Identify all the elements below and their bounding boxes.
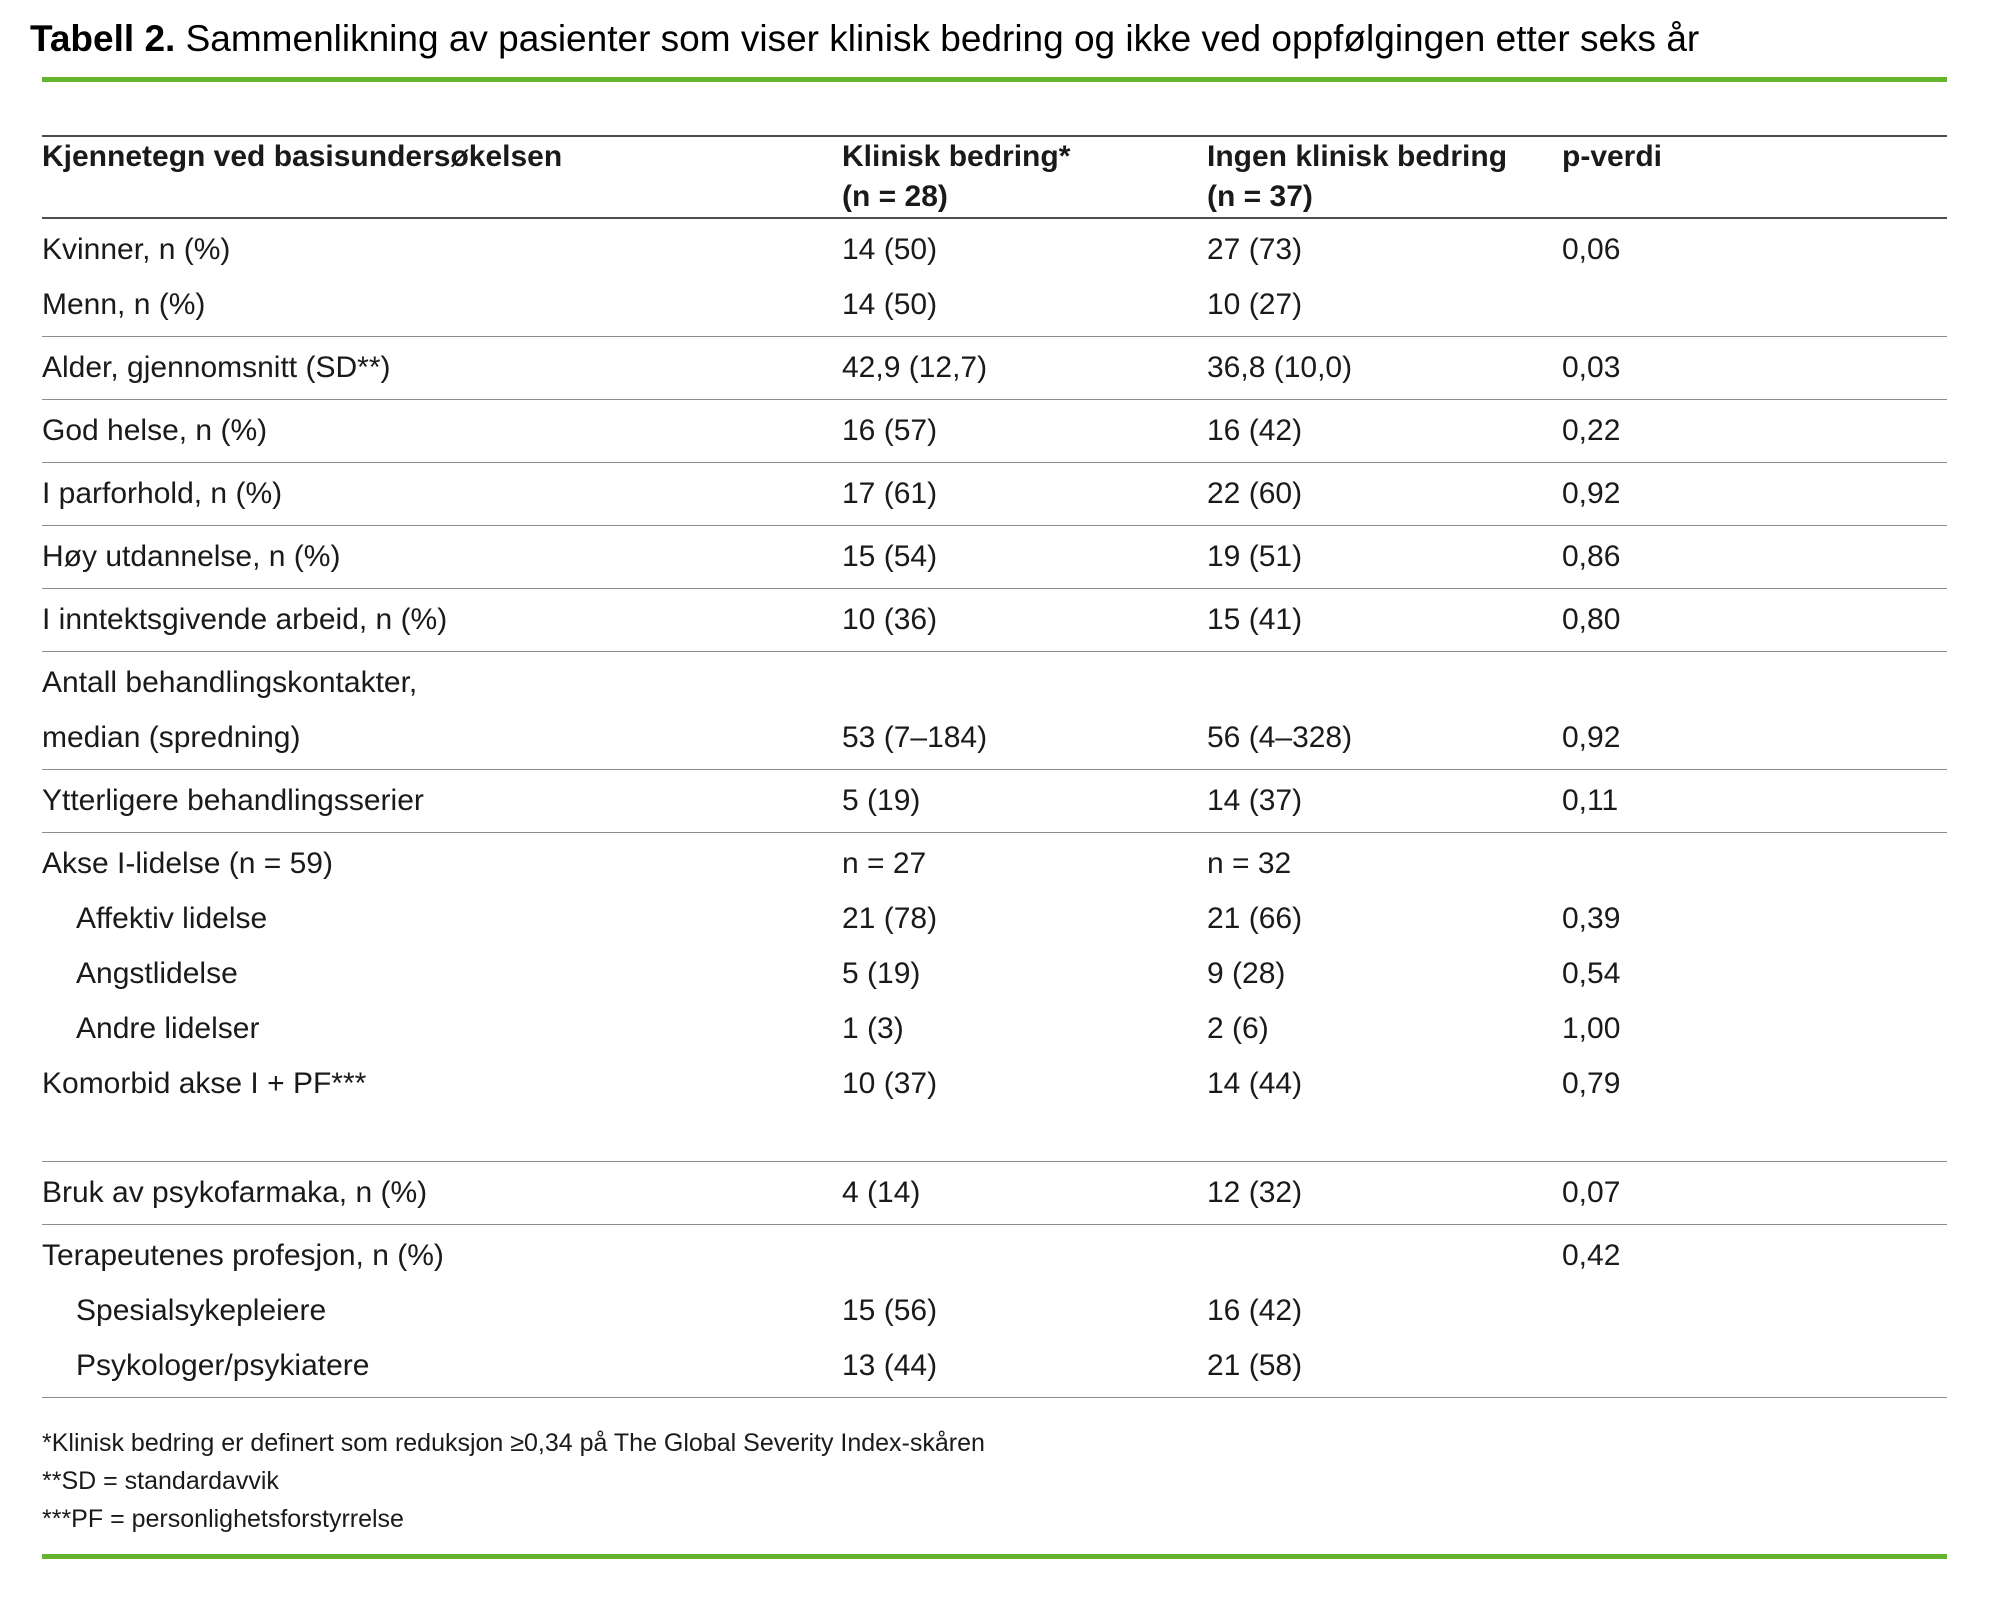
column-header-pvalue: [1562, 136, 1947, 218]
table-row: [42, 1283, 1947, 1338]
row-not-improved: 9 (28): [1207, 956, 1286, 990]
row-pvalue: 0,42: [1562, 1238, 1621, 1272]
row-improved: 21 (78): [842, 901, 938, 935]
row-pvalue: 0,07: [1562, 1161, 1947, 1224]
row-not-improved: 21 (58): [1207, 1338, 1562, 1398]
row-improved: 17 (61): [842, 462, 1207, 525]
table-group: [42, 336, 1947, 399]
row-not-improved: 16 (42): [1207, 1293, 1303, 1327]
table-caption: [30, 14, 1960, 63]
table-row: [42, 218, 1947, 277]
row-not-improved: 15 (41): [1207, 588, 1562, 651]
row-pvalue: [1562, 277, 1947, 337]
row-label: Høy utdannelse, n (%): [42, 525, 842, 588]
row-not-improved: 12 (32): [1207, 1161, 1562, 1224]
table-row: [42, 946, 1947, 1001]
row-pvalue: 0,92: [1562, 710, 1947, 770]
row-label: Affektiv lidelse: [76, 901, 268, 935]
footnote-1: *Klinisk bedring er definert som reduksjon ≥0,34 på The Global Severity Index-skåren: [42, 1428, 985, 1457]
column-header-improved-sub: (n = 28): [842, 180, 948, 214]
row-pvalue: 0,11: [1562, 769, 1947, 832]
table-row: [42, 710, 1947, 770]
column-header-pvalue-label: p-verdi: [1562, 140, 1663, 174]
row-improved: [842, 1111, 1207, 1162]
row-not-improved: 19 (51): [1207, 525, 1562, 588]
row-label: Kvinner, n (%): [42, 232, 231, 266]
row-pvalue: [1562, 1283, 1947, 1338]
table-row: [42, 462, 1947, 525]
table-row: [42, 832, 1947, 891]
column-header-characteristic: [42, 136, 842, 218]
table-row: [42, 1161, 1947, 1224]
row-improved: 14 (50): [842, 277, 1207, 337]
row-pvalue: [1562, 832, 1947, 891]
table-group: [42, 588, 1947, 651]
column-header-not-improved-sub: (n = 37): [1207, 180, 1313, 214]
row-label: God helse, n (%): [42, 399, 842, 462]
row-not-improved: n = 32: [1207, 846, 1292, 880]
table-footnotes: [42, 1424, 1970, 1538]
row-improved: 14 (50): [842, 232, 938, 266]
table-row: [42, 891, 1947, 946]
row-improved: 4 (14): [842, 1161, 1207, 1224]
row-pvalue: 0,39: [1562, 901, 1621, 935]
figure-divider-bottom: [42, 1554, 1947, 1559]
row-pvalue: 0,06: [1562, 232, 1621, 266]
row-not-improved: 22 (60): [1207, 462, 1562, 525]
table-caption-text: Sammenlikning av pasienter som viser klinisk bedring og ikke ved oppfølgingen etter seks år: [175, 18, 1700, 59]
row-label: median (spredning): [42, 710, 842, 770]
table-group: [42, 651, 1947, 769]
row-pvalue: 0,22: [1562, 399, 1947, 462]
column-header-improved: [842, 136, 1207, 218]
footnote-2: **SD = standardavvik: [42, 1466, 279, 1495]
row-improved: 15 (56): [842, 1293, 938, 1327]
row-improved: 1 (3): [842, 1011, 904, 1045]
row-label: I parforhold, n (%): [42, 462, 842, 525]
row-pvalue: 1,00: [1562, 1011, 1621, 1045]
row-not-improved: [1207, 651, 1562, 710]
row-improved: 42,9 (12,7): [842, 336, 1207, 399]
table-row: [42, 1338, 1947, 1398]
row-pvalue: [1562, 651, 1947, 710]
table-row: [42, 277, 1947, 337]
row-improved: [842, 651, 1207, 710]
row-pvalue: [1562, 1338, 1947, 1398]
row-improved: 13 (44): [842, 1338, 1207, 1398]
row-improved: 5 (19): [842, 769, 1207, 832]
row-not-improved: [1207, 1224, 1562, 1283]
column-header-improved-label: Klinisk bedring*: [842, 140, 1071, 174]
row-not-improved: 36,8 (10,0): [1207, 336, 1562, 399]
row-label: Alder, gjennomsnitt (SD**): [42, 336, 842, 399]
table-row: [42, 525, 1947, 588]
row-pvalue: 0,92: [1562, 462, 1947, 525]
table-row: [42, 336, 1947, 399]
row-label: Angstlidelse: [76, 956, 238, 990]
footnote-3: ***PF = personlighetsforstyrrelse: [42, 1504, 404, 1533]
column-header-not-improved-label: Ingen klinisk bedring: [1207, 140, 1508, 174]
table-group: [42, 399, 1947, 462]
table-row: [42, 1224, 1947, 1283]
row-improved: 53 (7–184): [842, 710, 1207, 770]
row-pvalue: 0,80: [1562, 588, 1947, 651]
table-caption-label: Tabell 2.: [30, 18, 176, 59]
row-improved: 10 (36): [842, 588, 1207, 651]
row-label: Bruk av psykofarmaka, n (%): [42, 1161, 842, 1224]
row-label: Spesialsykepleiere: [76, 1293, 327, 1327]
table-row: [42, 769, 1947, 832]
table-row: [42, 651, 1947, 710]
table-row: [42, 399, 1947, 462]
row-not-improved: 14 (44): [1207, 1066, 1303, 1100]
row-label: Ytterligere behandlingsserier: [42, 769, 842, 832]
table-group: [42, 218, 1947, 337]
column-header-not-improved: [1207, 136, 1562, 218]
row-improved: 16 (57): [842, 399, 1207, 462]
table-group: [42, 832, 1947, 1161]
row-label: [42, 1111, 842, 1162]
row-not-improved: 10 (27): [1207, 277, 1562, 337]
row-improved: 5 (19): [842, 956, 921, 990]
table-row: [42, 1001, 1947, 1056]
row-label: Akse I-lidelse (n = 59): [42, 846, 333, 880]
row-label: Menn, n (%): [42, 277, 842, 337]
table-group: [42, 1224, 1947, 1397]
table-group: [42, 1161, 1947, 1224]
row-improved: [842, 1224, 1207, 1283]
table-group: [42, 525, 1947, 588]
row-not-improved: 56 (4–328): [1207, 710, 1562, 770]
row-pvalue: 0,86: [1562, 525, 1947, 588]
comparison-table: [42, 135, 1947, 1398]
row-not-improved: 2 (6): [1207, 1011, 1269, 1045]
row-label: Antall behandlingskontakter,: [42, 665, 418, 699]
row-not-improved: 27 (73): [1207, 232, 1303, 266]
row-improved: 10 (37): [842, 1066, 938, 1100]
table-group: [42, 769, 1947, 832]
row-not-improved: 16 (42): [1207, 399, 1562, 462]
row-pvalue: 0,54: [1562, 956, 1621, 990]
row-not-improved: [1207, 1111, 1562, 1162]
row-improved: n = 27: [842, 846, 927, 880]
table-head: [42, 136, 1947, 218]
column-header-characteristic-label: Kjennetegn ved basisundersøkelsen: [42, 140, 563, 174]
table-row: [42, 588, 1947, 651]
row-not-improved: 21 (66): [1207, 901, 1303, 935]
row-pvalue: 0,03: [1562, 336, 1947, 399]
table-row: [42, 1056, 1947, 1111]
row-pvalue: [1562, 1111, 1947, 1162]
caption-divider-top: [42, 77, 1947, 82]
row-improved: 15 (54): [842, 525, 1207, 588]
row-not-improved: 14 (37): [1207, 769, 1562, 832]
row-label: Andre lidelser: [76, 1011, 260, 1045]
row-label: Psykologer/psykiatere: [42, 1338, 842, 1398]
row-pvalue: 0,79: [1562, 1066, 1621, 1100]
table-header-row: [42, 136, 1947, 218]
table-group: [42, 462, 1947, 525]
row-label: Komorbid akse I + PF***: [42, 1066, 367, 1100]
table-row-spacer: [42, 1111, 1947, 1162]
row-label: I inntektsgivende arbeid, n (%): [42, 588, 842, 651]
row-label: Terapeutenes profesjon, n (%): [42, 1238, 444, 1272]
